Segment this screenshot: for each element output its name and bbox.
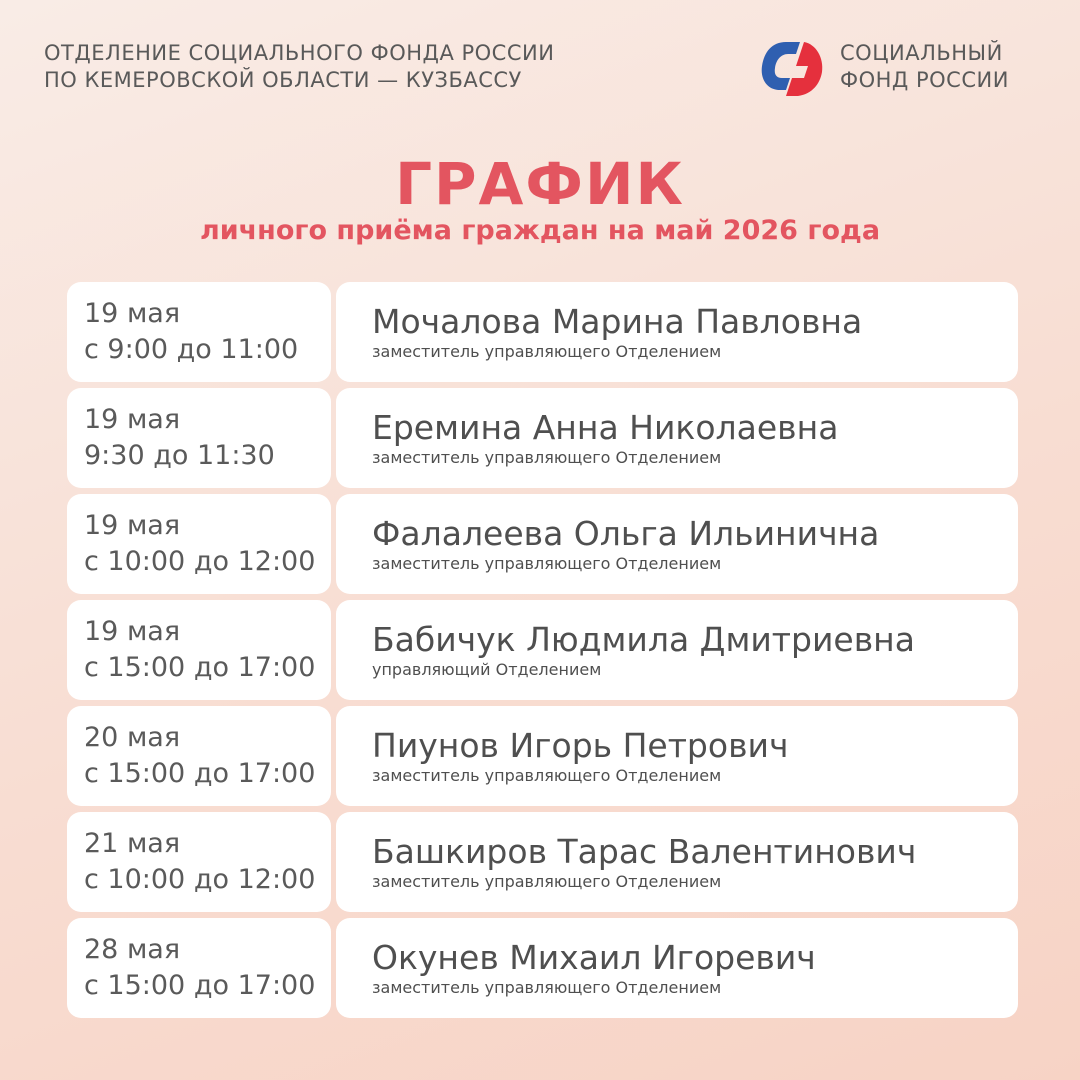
schedule-time: с 10:00 до 12:00 — [84, 546, 316, 577]
person-name: Мочалова Марина Павловна — [372, 302, 863, 341]
schedule-day: 19 мая — [84, 404, 181, 435]
person-name: Окунев Михаил Игоревич — [372, 938, 816, 977]
date-card — [67, 812, 331, 912]
brand-name-line1: СОЦИАЛЬНЫЙ — [840, 41, 1003, 65]
organization-name — [44, 40, 554, 94]
schedule-time: с 15:00 до 17:00 — [84, 758, 316, 789]
date-card — [67, 706, 331, 806]
person-name: Бабичук Людмила Дмитриевна — [372, 620, 915, 659]
schedule-row — [67, 494, 1018, 594]
organization-name-line1: ОТДЕЛЕНИЕ СОЦИАЛЬНОГО ФОНДА РОССИИ — [44, 41, 555, 65]
schedule-time: 9:30 до 11:30 — [84, 440, 275, 471]
page-title: ГРАФИК — [395, 150, 685, 218]
brand-name — [840, 40, 1009, 94]
person-position: заместитель управляющего Отделением — [372, 766, 722, 785]
date-card — [67, 494, 331, 594]
sfr-logo-icon — [756, 36, 826, 98]
person-card — [336, 812, 1018, 912]
organization-name-line2: ПО КЕМЕРОВСКОЙ ОБЛАСТИ — КУЗБАССУ — [44, 68, 522, 92]
person-card — [336, 918, 1018, 1018]
person-card — [336, 706, 1018, 806]
schedule-day: 20 мая — [84, 722, 181, 753]
schedule-time: с 10:00 до 12:00 — [84, 864, 316, 895]
person-card — [336, 600, 1018, 700]
person-name: Пиунов Игорь Петрович — [372, 726, 789, 765]
schedule-day: 28 мая — [84, 934, 181, 965]
schedule-row — [67, 918, 1018, 1018]
schedule-day: 19 мая — [84, 616, 181, 647]
person-position: заместитель управляющего Отделением — [372, 554, 722, 573]
schedule-row — [67, 600, 1018, 700]
person-name: Еремина Анна Николаевна — [372, 408, 839, 447]
brand-name-line2: ФОНД РОССИИ — [840, 68, 1009, 92]
date-card — [67, 282, 331, 382]
date-card — [67, 388, 331, 488]
schedule-day: 19 мая — [84, 510, 181, 541]
schedule-time: с 15:00 до 17:00 — [84, 970, 316, 1001]
schedule-row — [67, 282, 1018, 382]
date-card — [67, 918, 331, 1018]
person-card — [336, 494, 1018, 594]
schedule-day: 21 мая — [84, 828, 181, 859]
brand-logo — [756, 36, 1009, 98]
schedule-row — [67, 388, 1018, 488]
schedule-time: с 15:00 до 17:00 — [84, 652, 316, 683]
schedule-day: 19 мая — [84, 298, 181, 329]
person-position: заместитель управляющего Отделением — [372, 978, 722, 997]
person-card — [336, 388, 1018, 488]
person-name: Башкиров Тарас Валентинович — [372, 832, 917, 871]
person-position: заместитель управляющего Отделением — [372, 342, 722, 361]
person-position: заместитель управляющего Отделением — [372, 872, 722, 891]
date-card — [67, 600, 331, 700]
person-card — [336, 282, 1018, 382]
page-subtitle: личного приёма граждан на май 2026 года — [199, 215, 881, 246]
person-position: заместитель управляющего Отделением — [372, 448, 722, 467]
person-name: Фалалеева Ольга Ильинична — [372, 514, 880, 553]
schedule-list — [67, 282, 1018, 1024]
schedule-row — [67, 706, 1018, 806]
person-position: управляющий Отделением — [372, 660, 602, 679]
schedule-time: с 9:00 до 11:00 — [84, 334, 299, 365]
schedule-row — [67, 812, 1018, 912]
